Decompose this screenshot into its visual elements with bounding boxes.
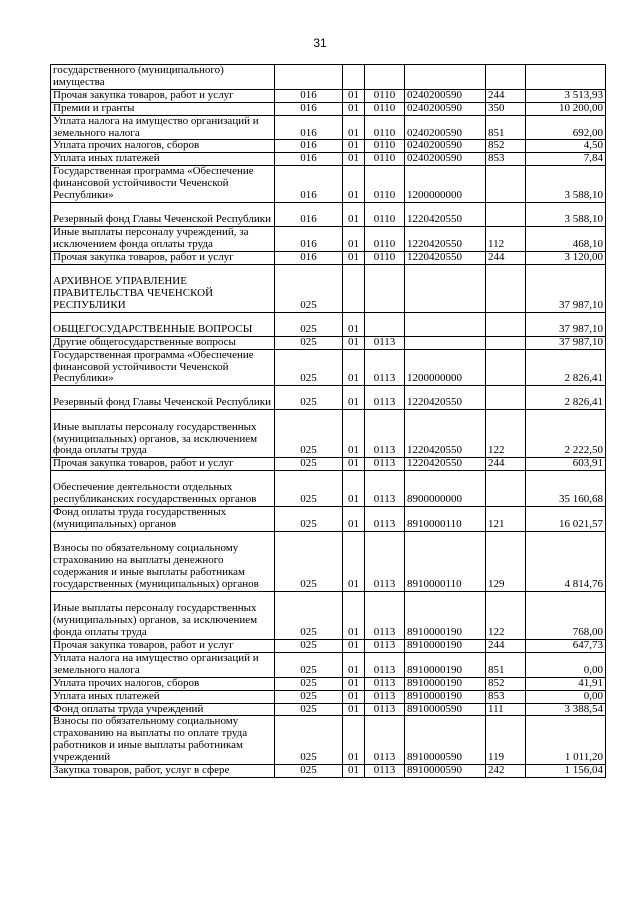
cell-item-name: Государственная программа «Обеспечение финансовой устойчивости Чеченской Республики» bbox=[51, 349, 275, 386]
cell-subsection-code: 0110 bbox=[365, 89, 405, 102]
cell-section-code: 01 bbox=[343, 765, 365, 778]
table-row bbox=[51, 312, 606, 336]
cell-amount: 37 987,10 bbox=[526, 312, 606, 336]
cell-target-article-code: 0240200590 bbox=[405, 153, 486, 166]
cell-expense-type-code: 244 bbox=[486, 458, 526, 471]
cell-target-article-code: 8910000190 bbox=[405, 690, 486, 703]
cell-target-article-code: 0240200590 bbox=[405, 102, 486, 115]
cell-section-code: 01 bbox=[343, 312, 365, 336]
cell-grbs-code: 016 bbox=[275, 115, 343, 140]
cell-section-code: 01 bbox=[343, 507, 365, 532]
cell-expense-type-code: 244 bbox=[486, 640, 526, 653]
cell-item-name: Прочая закупка товаров, работ и услуг bbox=[51, 640, 275, 653]
cell-target-article-code: 8910000190 bbox=[405, 592, 486, 640]
table-row bbox=[51, 592, 606, 640]
cell-amount: 603,91 bbox=[526, 458, 606, 471]
table-row bbox=[51, 532, 606, 592]
table-row bbox=[51, 264, 606, 312]
cell-grbs-code: 025 bbox=[275, 336, 343, 349]
cell-amount: 37 987,10 bbox=[526, 336, 606, 349]
cell-subsection-code: 0113 bbox=[365, 640, 405, 653]
cell-subsection-code bbox=[365, 312, 405, 336]
cell-section-code: 01 bbox=[343, 140, 365, 153]
cell-target-article-code bbox=[405, 65, 486, 90]
table-row bbox=[51, 652, 606, 677]
cell-grbs-code bbox=[275, 65, 343, 90]
cell-subsection-code: 0110 bbox=[365, 202, 405, 226]
table-row bbox=[51, 349, 606, 386]
cell-expense-type-code: 122 bbox=[486, 592, 526, 640]
cell-subsection-code: 0113 bbox=[365, 703, 405, 716]
cell-expense-type-code bbox=[486, 65, 526, 90]
cell-amount bbox=[526, 65, 606, 90]
cell-expense-type-code bbox=[486, 471, 526, 507]
cell-subsection-code: 0110 bbox=[365, 115, 405, 140]
cell-subsection-code: 0113 bbox=[365, 471, 405, 507]
cell-section-code: 01 bbox=[343, 115, 365, 140]
cell-subsection-code: 0113 bbox=[365, 532, 405, 592]
cell-grbs-code: 025 bbox=[275, 264, 343, 312]
cell-grbs-code: 025 bbox=[275, 312, 343, 336]
cell-grbs-code: 025 bbox=[275, 349, 343, 386]
cell-subsection-code: 0113 bbox=[365, 690, 405, 703]
cell-subsection-code: 0113 bbox=[365, 677, 405, 690]
cell-amount: 4,50 bbox=[526, 140, 606, 153]
cell-amount: 692,00 bbox=[526, 115, 606, 140]
cell-expense-type-code: 852 bbox=[486, 140, 526, 153]
cell-expense-type-code: 244 bbox=[486, 251, 526, 264]
cell-section-code: 01 bbox=[343, 386, 365, 410]
cell-amount: 0,00 bbox=[526, 652, 606, 677]
cell-subsection-code: 0113 bbox=[365, 458, 405, 471]
cell-section-code: 01 bbox=[343, 471, 365, 507]
cell-subsection-code: 0110 bbox=[365, 102, 405, 115]
table-row bbox=[51, 690, 606, 703]
cell-amount: 16 021,57 bbox=[526, 507, 606, 532]
cell-subsection-code bbox=[365, 264, 405, 312]
cell-expense-type-code: 121 bbox=[486, 507, 526, 532]
cell-grbs-code: 025 bbox=[275, 765, 343, 778]
cell-expense-type-code: 242 bbox=[486, 765, 526, 778]
cell-section-code bbox=[343, 65, 365, 90]
cell-target-article-code: 1220420550 bbox=[405, 386, 486, 410]
cell-amount: 2 826,41 bbox=[526, 386, 606, 410]
cell-target-article-code: 8910000590 bbox=[405, 703, 486, 716]
cell-item-name: Фонд оплаты труда государственных (муниципальных) органов bbox=[51, 507, 275, 532]
cell-item-name: Обеспечение деятельности отдельных республиканских государственных органов bbox=[51, 471, 275, 507]
cell-amount: 3 513,93 bbox=[526, 89, 606, 102]
cell-section-code: 01 bbox=[343, 410, 365, 458]
cell-subsection-code bbox=[365, 65, 405, 90]
cell-item-name: Резервный фонд Главы Чеченской Республики bbox=[51, 386, 275, 410]
cell-target-article-code: 1220420550 bbox=[405, 226, 486, 251]
cell-item-name: ОБЩЕГОСУДАРСТВЕННЫЕ ВОПРОСЫ bbox=[51, 312, 275, 336]
cell-item-name: Уплата иных платежей bbox=[51, 690, 275, 703]
cell-subsection-code: 0110 bbox=[365, 166, 405, 203]
cell-target-article-code: 8910000190 bbox=[405, 652, 486, 677]
cell-subsection-code: 0113 bbox=[365, 336, 405, 349]
cell-section-code: 01 bbox=[343, 532, 365, 592]
cell-grbs-code: 016 bbox=[275, 89, 343, 102]
cell-grbs-code: 025 bbox=[275, 458, 343, 471]
cell-section-code bbox=[343, 264, 365, 312]
cell-item-name: Резервный фонд Главы Чеченской Республики bbox=[51, 202, 275, 226]
cell-item-name: Уплата прочих налогов, сборов bbox=[51, 677, 275, 690]
cell-target-article-code: 8910000190 bbox=[405, 677, 486, 690]
cell-item-name: АРХИВНОЕ УПРАВЛЕНИЕ ПРАВИТЕЛЬСТВА ЧЕЧЕНСКОЙ РЕСПУБЛИКИ bbox=[51, 264, 275, 312]
cell-section-code: 01 bbox=[343, 89, 365, 102]
cell-amount: 468,10 bbox=[526, 226, 606, 251]
cell-item-name: Иные выплаты персоналу учреждений, за исключением фонда оплаты труда bbox=[51, 226, 275, 251]
cell-target-article-code: 8910000190 bbox=[405, 640, 486, 653]
cell-amount: 0,00 bbox=[526, 690, 606, 703]
cell-grbs-code: 025 bbox=[275, 652, 343, 677]
cell-item-name: Прочая закупка товаров, работ и услуг bbox=[51, 458, 275, 471]
cell-item-name: Взносы по обязательному социальному страхованию на выплаты денежного содержания и иные выплаты работникам государственных (муниципальных) органов bbox=[51, 532, 275, 592]
cell-expense-type-code bbox=[486, 264, 526, 312]
cell-target-article-code: 8910000110 bbox=[405, 507, 486, 532]
cell-item-name: Уплата прочих налогов, сборов bbox=[51, 140, 275, 153]
cell-section-code: 01 bbox=[343, 349, 365, 386]
cell-expense-type-code: 851 bbox=[486, 115, 526, 140]
cell-expense-type-code: 350 bbox=[486, 102, 526, 115]
table-row bbox=[51, 471, 606, 507]
table-row bbox=[51, 102, 606, 115]
table-row bbox=[51, 65, 606, 90]
table-row bbox=[51, 765, 606, 778]
table-row bbox=[51, 202, 606, 226]
cell-item-name: Иные выплаты персоналу государственных (муниципальных) органов, за исключением фонда оплаты труда bbox=[51, 592, 275, 640]
cell-expense-type-code: 853 bbox=[486, 153, 526, 166]
cell-target-article-code bbox=[405, 336, 486, 349]
cell-target-article-code: 8910000590 bbox=[405, 716, 486, 765]
cell-subsection-code: 0113 bbox=[365, 349, 405, 386]
cell-target-article-code: 1220420550 bbox=[405, 458, 486, 471]
cell-section-code: 01 bbox=[343, 640, 365, 653]
cell-expense-type-code: 244 bbox=[486, 89, 526, 102]
cell-subsection-code: 0113 bbox=[365, 765, 405, 778]
cell-section-code: 01 bbox=[343, 166, 365, 203]
cell-expense-type-code: 853 bbox=[486, 690, 526, 703]
cell-item-name: Взносы по обязательному социальному страхованию на выплаты по оплате труда работников и иные выплаты работникам учреждений bbox=[51, 716, 275, 765]
cell-grbs-code: 025 bbox=[275, 640, 343, 653]
cell-grbs-code: 016 bbox=[275, 166, 343, 203]
cell-amount: 3 588,10 bbox=[526, 166, 606, 203]
table-row bbox=[51, 677, 606, 690]
cell-section-code: 01 bbox=[343, 716, 365, 765]
cell-item-name: Уплата налога на имущество организаций и земельного налога bbox=[51, 652, 275, 677]
cell-target-article-code bbox=[405, 312, 486, 336]
table-row bbox=[51, 226, 606, 251]
cell-amount: 3 388,54 bbox=[526, 703, 606, 716]
table-row bbox=[51, 166, 606, 203]
cell-amount: 41,91 bbox=[526, 677, 606, 690]
cell-section-code: 01 bbox=[343, 153, 365, 166]
table-row bbox=[51, 507, 606, 532]
cell-grbs-code: 025 bbox=[275, 386, 343, 410]
cell-expense-type-code bbox=[486, 349, 526, 386]
cell-item-name: Прочая закупка товаров, работ и услуг bbox=[51, 251, 275, 264]
cell-target-article-code: 1200000000 bbox=[405, 349, 486, 386]
cell-grbs-code: 025 bbox=[275, 716, 343, 765]
cell-amount: 37 987,10 bbox=[526, 264, 606, 312]
cell-expense-type-code: 112 bbox=[486, 226, 526, 251]
cell-section-code: 01 bbox=[343, 102, 365, 115]
cell-section-code: 01 bbox=[343, 690, 365, 703]
cell-section-code: 01 bbox=[343, 677, 365, 690]
cell-amount: 768,00 bbox=[526, 592, 606, 640]
cell-target-article-code bbox=[405, 264, 486, 312]
table-row bbox=[51, 153, 606, 166]
table-row bbox=[51, 140, 606, 153]
cell-target-article-code: 1220420550 bbox=[405, 410, 486, 458]
cell-subsection-code: 0113 bbox=[365, 410, 405, 458]
page-number: 31 bbox=[313, 36, 327, 50]
cell-target-article-code: 1220420550 bbox=[405, 202, 486, 226]
cell-subsection-code: 0110 bbox=[365, 140, 405, 153]
cell-section-code: 01 bbox=[343, 251, 365, 264]
cell-grbs-code: 016 bbox=[275, 226, 343, 251]
cell-target-article-code: 8910000110 bbox=[405, 532, 486, 592]
cell-section-code: 01 bbox=[343, 202, 365, 226]
cell-expense-type-code: 119 bbox=[486, 716, 526, 765]
cell-grbs-code: 025 bbox=[275, 703, 343, 716]
cell-grbs-code: 025 bbox=[275, 507, 343, 532]
cell-amount: 4 814,76 bbox=[526, 532, 606, 592]
cell-section-code: 01 bbox=[343, 652, 365, 677]
cell-expense-type-code bbox=[486, 312, 526, 336]
cell-item-name: Уплата налога на имущество организаций и земельного налога bbox=[51, 115, 275, 140]
cell-amount: 2 826,41 bbox=[526, 349, 606, 386]
cell-subsection-code: 0110 bbox=[365, 251, 405, 264]
cell-section-code: 01 bbox=[343, 226, 365, 251]
table-row bbox=[51, 640, 606, 653]
budget-table bbox=[50, 64, 606, 778]
cell-expense-type-code: 111 bbox=[486, 703, 526, 716]
cell-item-name: Прочая закупка товаров, работ и услуг bbox=[51, 89, 275, 102]
cell-subsection-code: 0113 bbox=[365, 386, 405, 410]
cell-item-name: Государственная программа «Обеспечение финансовой устойчивости Чеченской Республики» bbox=[51, 166, 275, 203]
cell-expense-type-code bbox=[486, 386, 526, 410]
cell-grbs-code: 016 bbox=[275, 153, 343, 166]
cell-grbs-code: 016 bbox=[275, 140, 343, 153]
table-row bbox=[51, 386, 606, 410]
cell-expense-type-code bbox=[486, 336, 526, 349]
cell-target-article-code: 0240200590 bbox=[405, 140, 486, 153]
cell-grbs-code: 025 bbox=[275, 690, 343, 703]
cell-section-code: 01 bbox=[343, 592, 365, 640]
cell-grbs-code: 025 bbox=[275, 471, 343, 507]
table-row bbox=[51, 89, 606, 102]
cell-expense-type-code bbox=[486, 202, 526, 226]
cell-section-code: 01 bbox=[343, 336, 365, 349]
cell-subsection-code: 0110 bbox=[365, 226, 405, 251]
cell-grbs-code: 016 bbox=[275, 202, 343, 226]
cell-subsection-code: 0113 bbox=[365, 592, 405, 640]
table-row bbox=[51, 410, 606, 458]
cell-amount: 3 120,00 bbox=[526, 251, 606, 264]
cell-grbs-code: 025 bbox=[275, 532, 343, 592]
cell-item-name: Другие общегосударственные вопросы bbox=[51, 336, 275, 349]
cell-expense-type-code: 852 bbox=[486, 677, 526, 690]
cell-target-article-code: 8910000590 bbox=[405, 765, 486, 778]
cell-amount: 2 222,50 bbox=[526, 410, 606, 458]
cell-expense-type-code: 129 bbox=[486, 532, 526, 592]
cell-target-article-code: 1220420550 bbox=[405, 251, 486, 264]
cell-section-code: 01 bbox=[343, 458, 365, 471]
cell-target-article-code: 0240200590 bbox=[405, 89, 486, 102]
cell-expense-type-code bbox=[486, 166, 526, 203]
cell-item-name: Закупка товаров, работ, услуг в сфере bbox=[51, 765, 275, 778]
table-row bbox=[51, 716, 606, 765]
table-row bbox=[51, 703, 606, 716]
cell-item-name: государственного (муниципального) имущества bbox=[51, 65, 275, 90]
cell-subsection-code: 0113 bbox=[365, 652, 405, 677]
cell-grbs-code: 025 bbox=[275, 410, 343, 458]
cell-item-name: Уплата иных платежей bbox=[51, 153, 275, 166]
budget-table-body bbox=[51, 65, 606, 778]
cell-target-article-code: 0240200590 bbox=[405, 115, 486, 140]
cell-amount: 647,73 bbox=[526, 640, 606, 653]
cell-expense-type-code: 851 bbox=[486, 652, 526, 677]
cell-amount: 10 200,00 bbox=[526, 102, 606, 115]
table-row bbox=[51, 251, 606, 264]
cell-amount: 3 588,10 bbox=[526, 202, 606, 226]
cell-item-name: Премии и гранты bbox=[51, 102, 275, 115]
cell-item-name: Фонд оплаты труда учреждений bbox=[51, 703, 275, 716]
cell-target-article-code: 8900000000 bbox=[405, 471, 486, 507]
cell-amount: 35 160,68 bbox=[526, 471, 606, 507]
cell-grbs-code: 016 bbox=[275, 102, 343, 115]
cell-subsection-code: 0113 bbox=[365, 507, 405, 532]
table-row bbox=[51, 336, 606, 349]
cell-amount: 1 156,04 bbox=[526, 765, 606, 778]
cell-item-name: Иные выплаты персоналу государственных (муниципальных) органов, за исключением фонда оплаты труда bbox=[51, 410, 275, 458]
cell-subsection-code: 0113 bbox=[365, 716, 405, 765]
cell-expense-type-code: 122 bbox=[486, 410, 526, 458]
table-row bbox=[51, 115, 606, 140]
cell-grbs-code: 025 bbox=[275, 677, 343, 690]
cell-target-article-code: 1200000000 bbox=[405, 166, 486, 203]
cell-section-code: 01 bbox=[343, 703, 365, 716]
cell-amount: 7,84 bbox=[526, 153, 606, 166]
cell-grbs-code: 025 bbox=[275, 592, 343, 640]
table-row bbox=[51, 458, 606, 471]
cell-amount: 1 011,20 bbox=[526, 716, 606, 765]
cell-subsection-code: 0110 bbox=[365, 153, 405, 166]
cell-grbs-code: 016 bbox=[275, 251, 343, 264]
